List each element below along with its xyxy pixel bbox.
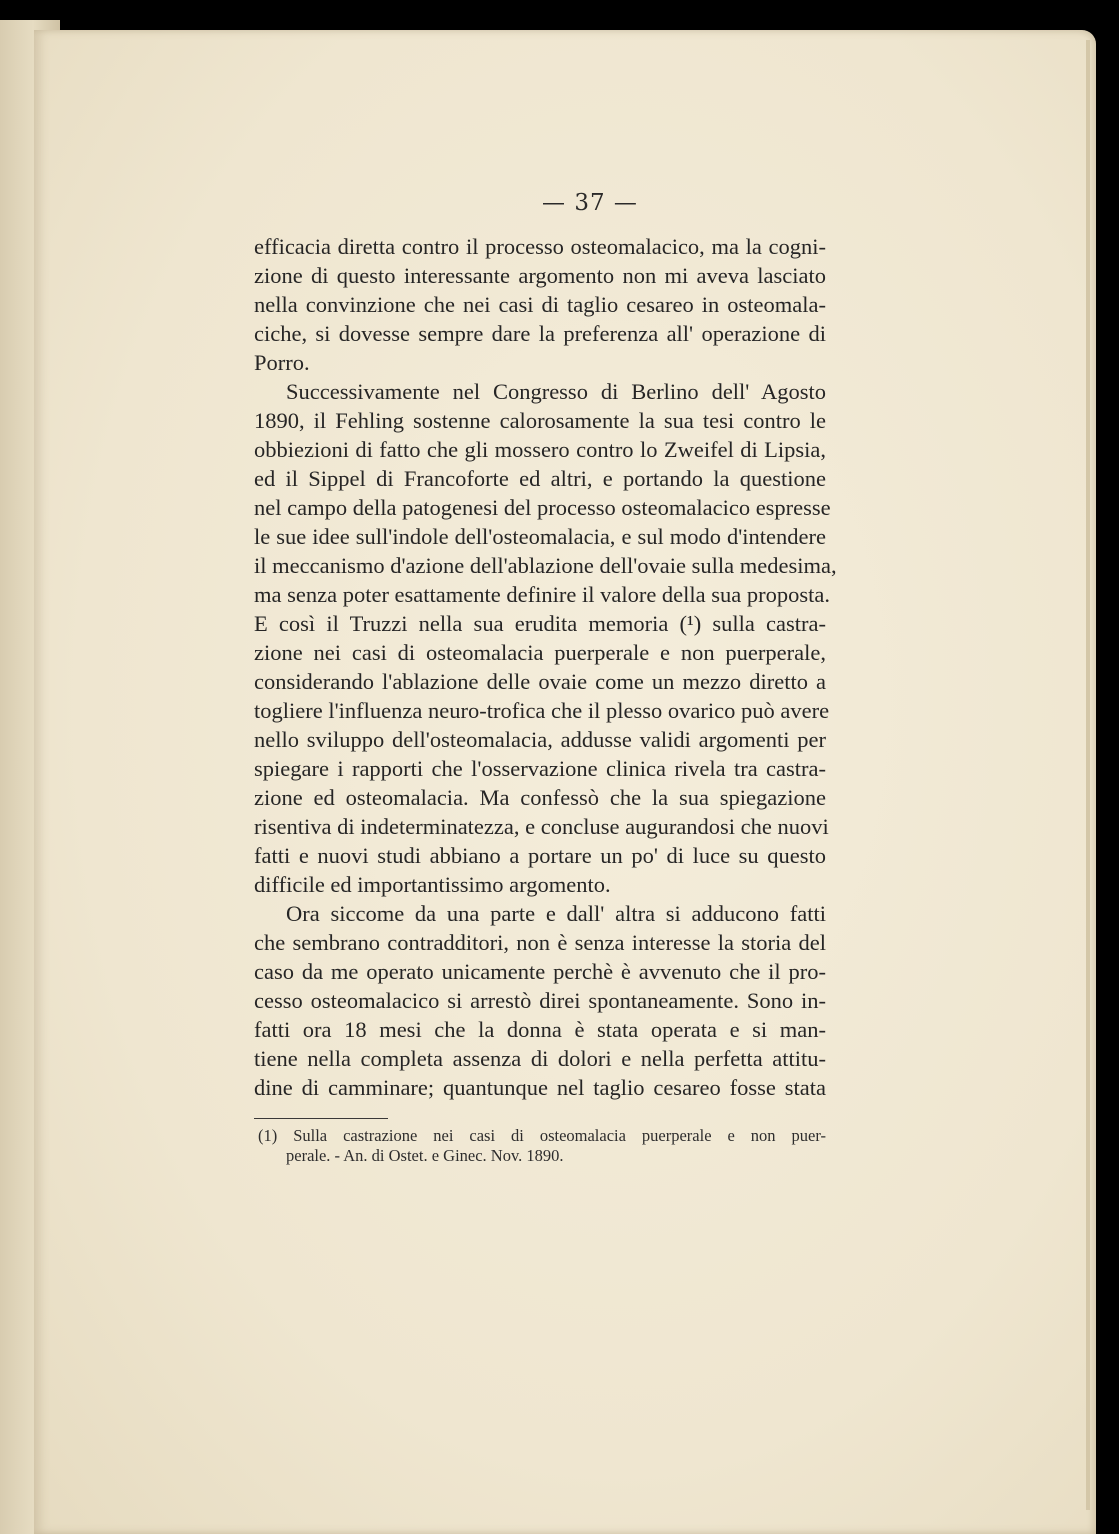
text-line: Successivamente nel Congresso di Berlino dell' Agosto bbox=[286, 379, 826, 404]
text-line: caso da me operato unicamente perchè è avvenuto che il pro- bbox=[254, 959, 826, 984]
text-line: fatti ora 18 mesi che la donna è stata operata e si man- bbox=[254, 1017, 826, 1042]
text-line: spiegare i rapporti che l'osservazione clinica rivela tra castra- bbox=[254, 756, 826, 781]
text-line: difficile ed importantissimo argomento. bbox=[254, 872, 611, 897]
text-line: considerando l'ablazione delle ovaie come un mezzo diretto a bbox=[254, 669, 826, 694]
page-fore-edge bbox=[1086, 40, 1090, 1510]
footnote-rule bbox=[254, 1118, 388, 1119]
footnote bbox=[258, 1126, 826, 1166]
page-number: — 37 — bbox=[542, 190, 638, 216]
text-line: 1890, il Fehling sostenne calorosamente la sua tesi contro le bbox=[254, 408, 826, 433]
text-line: Porro. bbox=[254, 350, 310, 375]
text-line: nello sviluppo dell'osteomalacia, addusse validi argomenti per bbox=[254, 727, 826, 752]
text-line: dine di camminare; quantunque nel taglio cesareo fosse stata bbox=[254, 1075, 826, 1100]
text-line: zione ed osteomalacia. Ma confessò che la sua spiegazione bbox=[254, 785, 826, 810]
text-line: nel campo della patogenesi del processo osteomalacico espresse bbox=[254, 495, 831, 520]
text-line: E così il Truzzi nella sua erudita memoria (¹) sulla castra- bbox=[254, 611, 826, 636]
text-line: il meccanismo d'azione dell'ablazione dell'ovaie sulla medesima, bbox=[254, 553, 837, 578]
text-line: ma senza poter esattamente definire il valore della sua proposta. bbox=[254, 582, 831, 607]
footnote-line: (1) Sulla castrazione nei casi di osteomalacia puerperale e non puer- bbox=[258, 1126, 826, 1145]
text-line: ciche, si dovesse sempre dare la preferenza all' operazione di bbox=[254, 321, 826, 346]
text-line: efficacia diretta contro il processo osteomalacico, ma la cogni- bbox=[254, 234, 826, 259]
text-line: fatti e nuovi studi abbiano a portare un po' di luce su questo bbox=[254, 843, 826, 868]
body-text bbox=[254, 232, 837, 1102]
text-line: Ora siccome da una parte e dall' altra si adducono fatti bbox=[286, 901, 826, 926]
text-line: togliere l'influenza neuro-trofica che il plesso ovarico può avere bbox=[254, 698, 830, 723]
text-line: obbiezioni di fatto che gli mossero contro lo Zweifel di Lipsia, bbox=[254, 437, 826, 462]
footnote-line: perale. - An. di Ostet. e Ginec. Nov. 1890. bbox=[286, 1146, 564, 1165]
text-line: tiene nella completa assenza di dolori e nella perfetta attitu- bbox=[254, 1046, 826, 1071]
text-line: ed il Sippel di Francoforte ed altri, e portando la questione bbox=[254, 466, 826, 491]
text-line: zione nei casi di osteomalacia puerperale e non puerperale, bbox=[254, 640, 826, 665]
text-line: zione di questo interessante argomento non mi aveva lasciato bbox=[254, 263, 826, 288]
text-line: nella convinzione che nei casi di taglio cesareo in osteomala- bbox=[254, 292, 826, 317]
text-line: che sembrano contradditori, non è senza interesse la storia del bbox=[254, 930, 826, 955]
text-line: le sue idee sull'indole dell'osteomalacia, e sul modo d'intendere bbox=[254, 524, 826, 549]
text-line: risentiva di indeterminatezza, e concluse augurandosi che nuovi bbox=[254, 814, 829, 839]
text-line: cesso osteomalacico si arrestò direi spontaneamente. Sono in- bbox=[254, 988, 826, 1013]
